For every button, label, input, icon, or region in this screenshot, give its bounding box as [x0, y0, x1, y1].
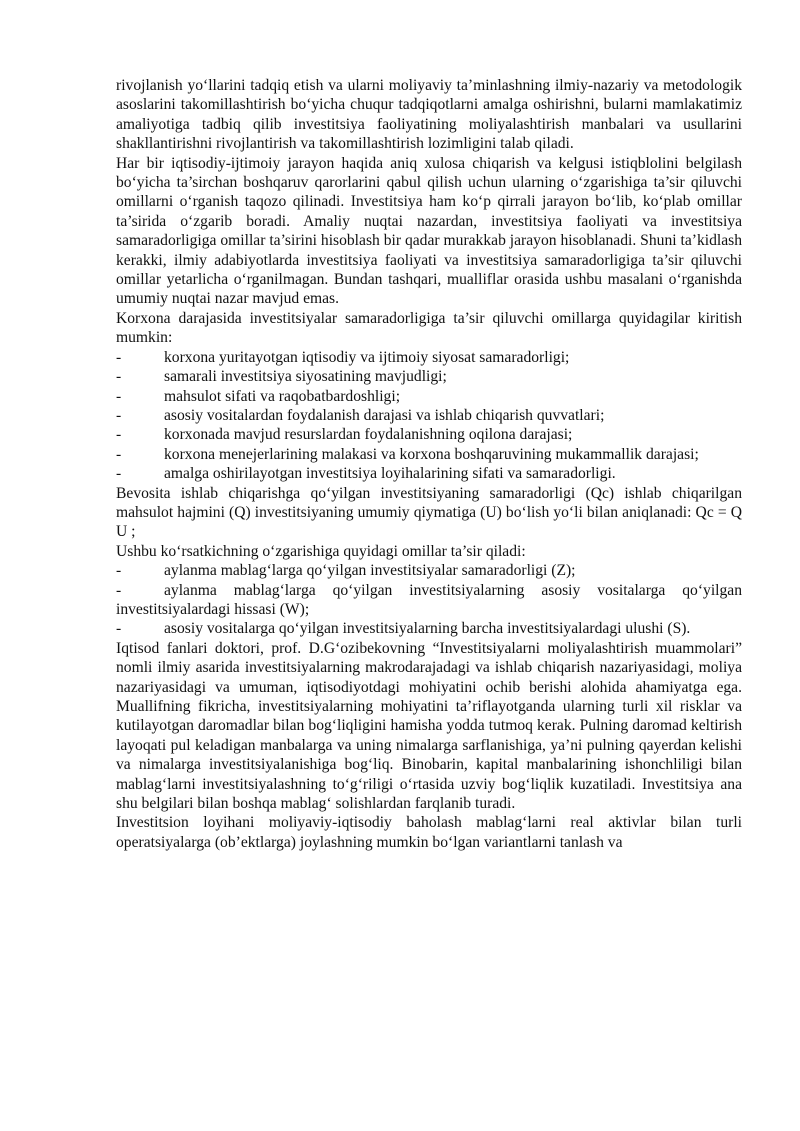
list-item	[116, 561, 742, 580]
paragraph: rivojlanish yo‘llarini tadqiq etish va ularni moliyaviy ta’minlashning ilmiy-nazariy va metodologik asoslarini takomillashtirish bo‘yicha chuqur tadqiqotlarni amalga oshirishni, bularni mamlakatimiz amaliyotiga tadbiq qilib investitsiya faoliyatining moliyalashtirish manbalari va usullarini shakllantirishni rivojlantirish va takomillashtirish lozimligini talab qiladi.	[116, 77, 742, 153]
paragraph: Investitsion loyihani moliyaviy-iqtisodiy baholash mablag‘larni real aktivlar bilan turli operatsiyalarga (ob’ektlarga) joylashning mumkin bo‘lgan variantlarni tanlash va	[116, 814, 742, 851]
paragraph: Korxona darajasida investitsiyalar samaradorligiga ta’sir qiluvchi omillarga quyidagilar kiritish mumkin:	[116, 309, 742, 347]
list-item	[116, 619, 742, 638]
list-item	[116, 387, 742, 406]
list-dash: -	[116, 562, 122, 580]
list-dash: -	[116, 581, 122, 599]
list-item-text: samarali investitsiya siyosatining mavjudligi;	[164, 368, 447, 386]
list-item	[116, 348, 742, 367]
list-dash: -	[116, 387, 122, 405]
list-dash: -	[116, 406, 122, 424]
list-dash: -	[116, 620, 122, 638]
list-item	[116, 445, 742, 464]
paragraph: Har bir iqtisodiy-ijtimoiy jarayon haqida aniq xulosa chiqarish va kelgusi istiqblolini belgilash bo‘yicha ta’sirchan boshqaruv qarorlarini qabul qilish uchun ularning o‘zgarishiga ta’sir qiluvchi omillarni o‘rganish taqozo qilinadi. Investitsiya ham ko‘p qirrali jarayon bo‘lib, ko‘plab omillar ta’sirida o‘zgarib boradi. Amaliy nuqtai nazardan, investitsiya faoliyati va investitsiya samaradorligiga omillar ta’sirini hisoblash bir qadar murakkab jarayon hisoblanadi. Shuni ta’kidlash kerakki, ilmiy adabiyotlarda investitsiya faoliyati va investitsiya samaradorligiga ta’sir qiluvchi omillar yetarlicha o‘rganilmagan. Bundan tashqari, mualliflar orasida ushbu masalani o‘rganishda umumiy nuqtai nazar mavjud emas.	[116, 154, 742, 308]
list-item-text: mahsulot sifati va raqobatbardoshligi;	[164, 387, 401, 405]
paragraph: Ushbu ko‘rsatkichning o‘zgarishiga quyidagi omillar ta’sir qiladi:	[116, 542, 526, 560]
list-dash: -	[116, 465, 122, 483]
list-item-text: korxona yuritayotgan iqtisodiy va ijtimoiy siyosat samaradorligi;	[164, 348, 570, 366]
list-item	[116, 581, 742, 620]
list-dash: -	[116, 348, 122, 366]
list-item-text: korxona menejerlarining malakasi va korxona boshqaruvining mukammallik darajasi;	[164, 445, 699, 463]
list-item-text: aylanma mablag‘larga qo‘yilgan investitsiyalarning asosiy vositalarga qo‘yilgan investitsiyalardagi hissasi (W);	[116, 581, 742, 618]
list-item	[116, 406, 742, 425]
indicator-factor-list	[116, 561, 742, 639]
list-item	[116, 464, 742, 483]
list-item-text: aylanma mablag‘larga qo‘yilgan investitsiyalar samaradorligi (Z);	[164, 562, 576, 580]
paragraph: Iqtisod fanlari doktori, prof. D.G‘ozibekovning “Investitsiyalarni moliyalashtirish muammolari” nomli ilmiy asarida investitsiyalarning makrodarajadagi va ishlab chiqarish nazariyasidagi, moliya nazariyasidagi va umuman, iqtisodiyotdagi mohiyatini ochib berishi alohida ahamiyatga ega. Muallifning fikricha, investitsiyalarning mohiyatini ta’riflayotganda ularning turli xil risklar va kutilayotgan daromadlar bilan bog‘liqligini hamisha yodda tutmoq kerak. Pulning daromad keltirish layoqati pul keladigan manbalarga va uning nimalarga sarflanishiga, ya’ni pulning qayerdan kelishi va nimalarga investitsiyalanishiga bog‘liq. Binobarin, kapital manbalarining ishonchliligi bilan mablag‘larni investitsiyalashning to‘g‘riligi o‘rtasida uzviy bog‘liqlik kuzatiladi. Investitsiya ana shu belgilari bilan boshqa mablag‘ solishlardan farqlanib turadi.	[116, 639, 742, 813]
list-item-text: amalga oshirilayotgan investitsiya loyihalarining sifati va samaradorligi.	[164, 465, 616, 483]
list-dash: -	[116, 445, 122, 463]
list-item-text: asosiy vositalardan foydalanish darajasi va ishlab chiqarish quvvatlari;	[164, 406, 605, 424]
paragraph: Bevosita ishlab chiqarishga qo‘yilgan investitsiyaning samaradorligi (Qc) ishlab chiqarilgan mahsulot hajmini (Q) investitsiyaning umumiy qiymatiga (U) bo‘lish yo‘li bilan aniqlanadi: Qc = Q U ;	[116, 484, 742, 541]
list-item	[116, 425, 742, 444]
list-dash: -	[116, 368, 122, 386]
list-item-text: korxonada mavjud resurslardan foydalanishning oqilona darajasi;	[164, 426, 573, 444]
list-item-text: asosiy vositalarga qo‘yilgan investitsiyalarning barcha investitsiyalardagi ulushi (S).	[164, 620, 691, 638]
list-dash: -	[116, 426, 122, 444]
list-item	[116, 367, 742, 386]
factor-list	[116, 348, 742, 484]
